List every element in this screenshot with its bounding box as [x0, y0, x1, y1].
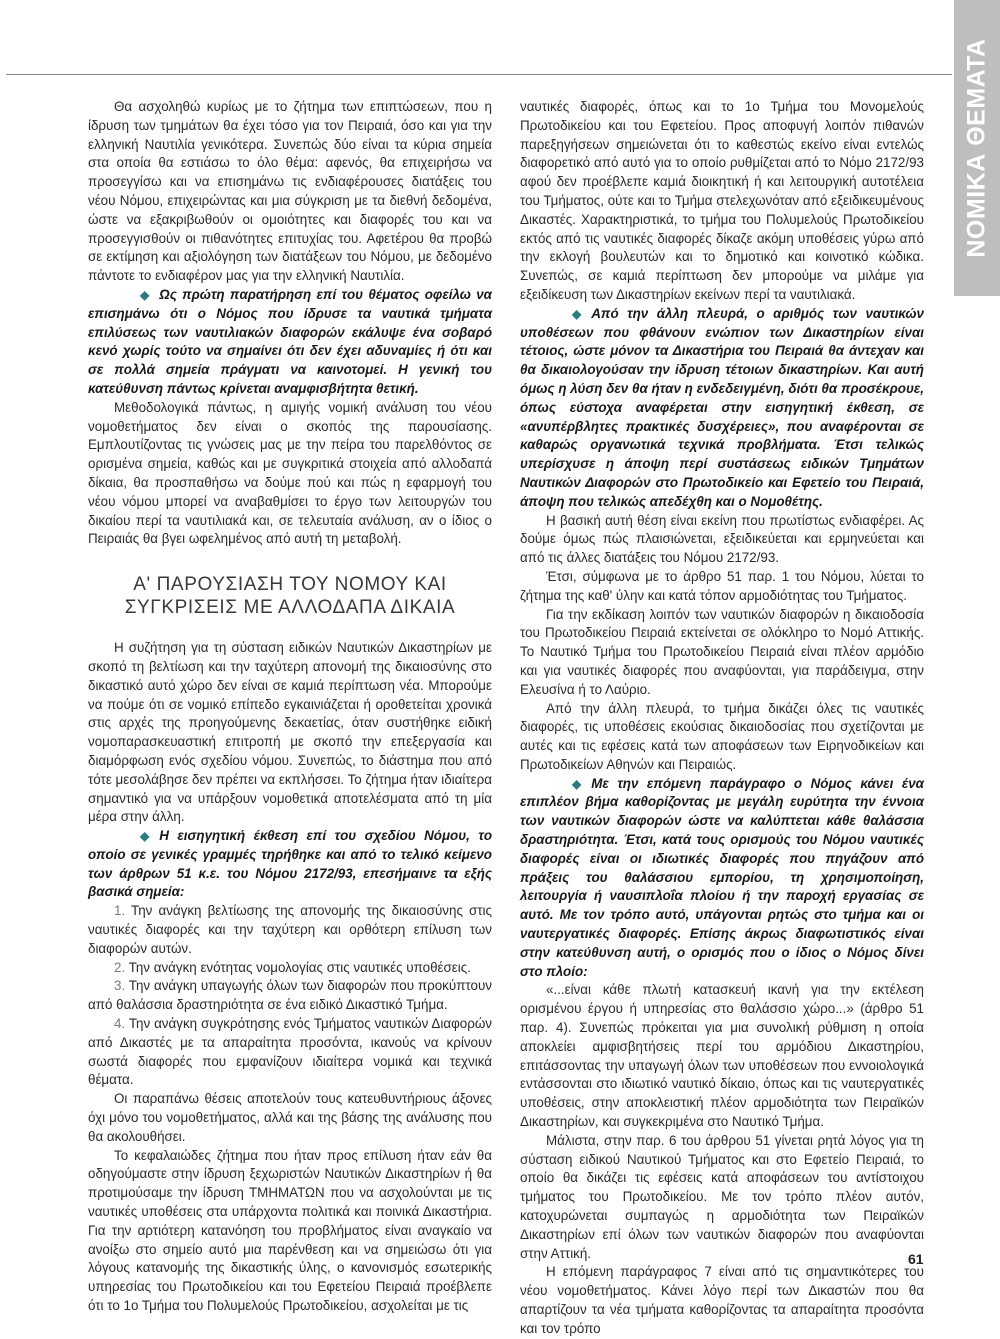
- header-rule: [6, 74, 952, 75]
- paragraph: Το κεφαλαιώδες ζήτημα που ήταν προς επίλυση ήταν εάν θα οδηγούμαστε στην ίδρυση ξεχωριστών Ναυτικών Δικαστηρίων ή θα προτιμούσαμε την ίδρυση ΤΜΗΜΑΤΩΝ που να ασχολούνται με τις ναυτικές υποθέσεις στα υπάρχοντα πολιτικά και ποινικά Δικαστήρια. Για την αρτιότερη κατανόηση του προβλήματος είναι αναγκαίο να ανοίξω στο σημείο αυτό μια παρένθεση και να σημειώσω ότι για λόγους κατανομής της δικαστικής ύλης, ο κανονισμός εσωτερικής υπηρεσίας του Πρωτοδικείου και του Εφετείου Πειραιά προέβλεπε ότι το 1ο Τμήμα του Πολυμελούς Πρωτοδικείου, ασχολείται με τις: [88, 1147, 492, 1314]
- list-item: [88, 959, 492, 978]
- list-number: 1.: [114, 903, 126, 919]
- highlight-paragraph: [520, 775, 924, 982]
- page-number: 61: [908, 1251, 924, 1267]
- paragraph: Μάλιστα, στην παρ. 6 του άρθρου 51 γίνεται ρητά λόγος για τη σύσταση ειδικού Ναυτικού Τμήματος και στο Εφετείο Πειραιά, το οποίο θα δικάζει τις εφέσεις κατά αποφάσεων του αντίστοιχου τμήματος του Πρωτοδικείου. Με τον τρόπο πλέον αυτόν, κατοχυρώνεται συμπαγώς η αρμοδιότητα των Πειραϊκών Δικαστηρίων επί όλων των ναυτικών διαφορών που αναφύονται στην Αττική.: [520, 1132, 924, 1261]
- highlight-text: Ως πρώτη παρατήρηση επί του θέματος οφείλω να επισημάνω ότι ο Νόμος που ίδρυσε τα ναυτικά τμήματα επιλύσεως των ναυτιλιακών διαφορών εκάλυψε ένα σοβαρό κενό χωρίς τούτο να σημαίνει ότι δεν έχει αδυναμίες ή ότι και σε πολλά σημεία πράγματι να καινοτομεί. Η γενική του κατεύθυνση πάντως κρίνεται αναμφισβήτητα θετική.: [88, 286, 492, 396]
- highlight-paragraph: [88, 286, 492, 399]
- list-text: Την ανάγκη συγκρότησης ενός Τμήματος ναυτικών Διαφορών από Δικαστές με τα απαραίτητα προσόντα, ικανούς να κρίνουν σωστά διαφορές που εμφανίζουν ιδιαίτερα νομικά και τεχνικά θέματα.: [88, 1016, 492, 1088]
- list-number: 3.: [114, 978, 126, 994]
- list-text: Την ανάγκη ενότητας νομολογίας στις ναυτικές υποθέσεις.: [128, 959, 471, 975]
- paragraph: Από την άλλη πλευρά, το τμήμα δικάζει όλες τις ναυτικές διαφορές, τις υποθέσεις εκούσιας δικαιοδοσίας που σχετίζονται με αυτές και τις εφέσεις κατά των αποφάσεων των Ειρηνοδικείων και Πρωτοδικείων Αθηνών και Πειραιώς.: [520, 700, 924, 772]
- diamond-bullet-icon: ◆: [140, 829, 150, 844]
- list-text: Την ανάγκη υπαγωγής όλων των διαφορών που προκύπτουν από θαλάσσια δραστηριότητα σε ένα ειδικό Δικαστικό Τμήμα.: [88, 978, 492, 1013]
- list-number: 4.: [114, 1016, 126, 1032]
- list-item: [88, 902, 492, 958]
- section-tab: [954, 0, 1000, 296]
- paragraph: Η επόμενη παράγραφος 7 είναι από τις σημαντικότερες του νέου νομοθετήματος. Κάνει λόγο περί των Δικαστών που θα απαρτίζουν τα νέα τμήματα καθορίζοντας τα απαραίτητα προσόντα και τον τρόπο: [520, 1264, 924, 1336]
- paragraph: Οι παραπάνω θέσεις αποτελούν τους κατευθυντήριους άξονες όχι μόνο του νομοθετήματος, αλλά και της βάσης της ανάλυσης που θα ακολουθήσει.: [88, 1091, 492, 1144]
- highlight-paragraph: [520, 305, 924, 512]
- list-number: 2.: [114, 959, 126, 975]
- highlight-paragraph: [88, 827, 492, 902]
- paragraph: Θα ασχοληθώ κυρίως με το ζήτημα των επιπτώσεων, που η ίδρυση των τμημάτων θα έχει τόσο για τον Πειραιά, όσο και για την ελληνική Ναυτιλία γενικότερα. Συνεπώς δύο είναι τα κύρια σημεία στα οποία θα εστιάσω το όλο θέμα: αφενός, θα επιχειρήσω να προσεγγίσω και να επισημάνω τις ενδιαφέρουσες διατάξεις του νέου Νόμου, επιχειρώντας και μια σύγκριση με τα διεθνή δεδομένα, ώστε να εξακριβωθούν οι ομοιότητες και διαφορές του και να προσεγγισθούν οι πιθανότητες επιτυχίας του. Αφετέρου θα προβώ σε εκτίμηση και αξιολόγηση των διατάξεων του Νόμου, με δεδομένο πάντοτε το ενδιαφέρον μας για την ελληνική Ναυτιλία.: [88, 99, 492, 284]
- section-title-line: ΣΥΓΚΡΙΣΕΙΣ ΜΕ ΑΛΛΟΔΑΠΑ ΔΙΚΑΙΑ: [124, 597, 456, 619]
- left-column: [88, 98, 492, 1316]
- list-item: [88, 1015, 492, 1090]
- right-column: [520, 98, 924, 1339]
- list-text: Την ανάγκη βελτίωσης της απονομής της δικαιοσύνης στις ναυτικές διαφορές και την ταχύτερη και ορθότερη επίλυση των διαφορών αυτών.: [88, 903, 492, 956]
- highlight-text: Από την άλλη πλευρά, ο αριθμός των ναυτικών υποθέσεων που φθάνουν ενώπιον των Δικαστηρίων είναι τέτοιος, ώστε μόνον τα Δικαστήρια του Πειραιά θα άντεχαν και θα δικαιολογούσαν την ίδρυση τέτοιων δικαστηρίων. Και αυτή όμως η λύση δεν θα ήταν η ενδεδειγμένη, διότι θα προσέκρουε, όπως εύστοχα αναφέρεται στην εισηγητική έκθεση, σε «ανυπέρβλητες πρακτικές δυσχέρειες», που αναφέρονται σε καθαρώς οργανωτικά τεχνικά προβλήματα. Έτσι τελικώς υπερίσχυσε η άποψη περί συστάσεως ειδικών Τμημάτων Ναυτικών Διαφορών στο Πρωτοδικείο και Εφετείο του Πειραιά, άποψη που τελικώς απεδέχθη και ο Νομοθέτης.: [520, 305, 924, 509]
- diamond-bullet-icon: ◆: [572, 776, 582, 791]
- highlight-text: Η εισηγητική έκθεση επί του σχεδίου Νόμου, το οποίο σε γενικές γραμμές τηρήθηκε και από το τελικό κείμενο των άρθρων 51 κ.ε. του Νόμου 2172/93, επεσήμαινε τα εξής βασικά σημεία:: [88, 828, 492, 900]
- diamond-bullet-icon: ◆: [572, 306, 582, 321]
- section-title-line: Α' ΠΑΡΟΥΣΙΑΣΗ ΤΟΥ ΝΟΜΟΥ ΚΑΙ: [133, 574, 447, 596]
- paragraph: Μεθοδολογικά πάντως, η αμιγής νομική ανάλυση του νέου νομοθετήματος δεν είναι ο σκοπός της παρουσίασης. Εμπλουτίζοντας τις γνώσεις μας με την πείρα του παρελθόντος σε ορισμένα σημεία, καθώς και με συγκριτικά στοιχεία από αλλοδαπά δίκαια, θα προσπαθήσω να δούμε πού και πώς η εφαρμογή του νέου νόμου μπορεί να αναβαθμίσει το έργο των λειτουργών του δικαίου περί τα ναυτιλιακά και, σε τελευταία ανάλυση, αν ο ίδιος ο Πειραιάς θα βγει ωφελημένος από αυτή τη μεταβολή.: [88, 399, 492, 547]
- paragraph: ναυτικές διαφορές, όπως και το 1ο Τμήμα του Μονομελούς Πρωτοδικείου και του Εφετείου. Προς αποφυγή λοιπόν πιθανών παρεξηγήσεων σημειώνεται ότι το καθεστώς εκείνο είναι εντελώς διαφορετικό από αυτό για το οποίο ρυθμίζεται από το Νόμο 2172/93 αφού δεν προέβλεπε καμιά διοικητική ή και λειτουργική αυτοτέλεια του Τμήματος, ούτε και το Τμήμα στελεχωνόταν από εξειδικευμένους Δικαστές. Χαρακτηριστικά, το τμήμα του Πολυμελούς Πρωτοδικείου εκτός από τις ναυτικές διαφορές δίκαζε ακόμη υποθέσεις γύρω από την εκλογή βουλευτών και το δημοτικό και κοινοτικό κώδικα. Συνεπώς, σε καμιά περίπτωση δεν μπορούμε να μιλάμε για εξειδίκευση των Δικαστηρίων εκείνων περί τα ναυτιλιακά.: [520, 99, 924, 302]
- paragraph: «...είναι κάθε πλωτή κατασκευή ικανή για την εκτέλεση ορισμένου έργου ή υπηρεσίας στο θαλάσσιο χώρο...» (άρθρο 51 παρ. 4). Συνεπώς πρόκειται για μια συνολική ρύθμιση η οποία αποκλείει αμφισβητήσεις περί του αρμόδιου Δικαστηρίου, επιτάσσοντας την υπαγωγή όλων των υποθέσεων που εννοιολογικά εντάσσονται στο ιδιωτικό ναυτικό δίκαιο, όπως και τις ναυτεργατικές υποθέσεις, στην αποκλειστική πλέον αρμοδιότητα των Πειραϊκών Δικαστηρίων, και συγκεκριμένα στο Ναυτικό Τμήμα.: [520, 982, 924, 1130]
- paragraph: Η συζήτηση για τη σύσταση ειδικών Ναυτικών Δικαστηρίων με σκοπό τη βελτίωση και την ταχύτερη απονομή της δικαιοσύνης στο δικαστικό αυτό χώρο δεν είναι σε καμιά περίπτωση νέα. Μπορούμε να πούμε ότι σε νομικό επίπεδο εγκαινιάζεται ή οροθετείται χρονικά στις αρχές της προηγούμενης δεκαετίας, όταν συστήθηκε ειδική νομοπαρασκευαστική επιτροπή με σκοπό την επεξεργασία και διαμόρφωση ενός σχεδίου νόμου. Συνεπώς, το διάστημα που από τότε μεσολάβησε δεν πρέπει να εκπλήσσει. Το ζήτημα ήταν ιδιαίτερα σημαντικό για να υπάρξουν νομοθετικά αποτελέσματα από τη μία μέρα στην άλλη.: [88, 640, 492, 825]
- paragraph: Έτσι, σύμφωνα με το άρθρο 51 παρ. 1 του Νόμου, λύεται το ζήτημα της καθ' ύλην και κατά τόπον αρμοδιότητας του Τμήματος.: [520, 568, 924, 603]
- section-tab-label: ΝΟΜΙΚΑ ΘΕΜΑΤΑ: [962, 38, 991, 258]
- section-title: [88, 573, 492, 619]
- paragraph: Για την εκδίκαση λοιπόν των ναυτικών διαφορών η δικαιοδοσία του Πρωτοδικείου Πειραιά εκτείνεται σε ολόκληρο το Νομό Αττικής. Το Ναυτικό Τμήμα του Πρωτοδικείου Πειραιά είναι πλέον αρμόδιο και για ναυτικές διαφορές που αναφύονται, για παράδειγμα, στην Ελευσίνα ή το Λαύριο.: [520, 606, 924, 697]
- diamond-bullet-icon: ◆: [140, 287, 150, 302]
- list-item: [88, 977, 492, 1015]
- paragraph: Η βασική αυτή θέση είναι εκείνη που πρωτίστως ενδιαφέρει. Ας δούμε όμως πώς πλαισιώνεται, εξειδικεύεται και ερμηνεύεται και από τις άλλες διατάξεις του Νόμου 2172/93.: [520, 512, 924, 566]
- highlight-text: Με την επόμενη παράγραφο ο Νόμος κάνει ένα επιπλέον βήμα καθορίζοντας με μεγάλη ευρύτητα την έννοια των ναυτικών διαφορών ώστε να καλύπτεται κάθε θαλάσσια δραστηριότητα. Έτσι, κατά τους ορισμούς του Νόμου ναυτικές διαφορές είναι οι ιδιωτικές διαφορές που πηγάζουν από πράξεις του θαλάσσιου εμπορίου, τη χρησιμοποίηση, λειτουργία ή ναυσιπλοΐα πλοίου ή την παροχή εργασίας σε αυτό. Με τον τρόπο αυτό, υπάγονται ρητώς στο τμήμα και οι ναυτεργατικές διαφορές. Επίσης άκρως διαφωτιστικός είναι στην κατεύθυνση αυτή, ο ορισμός που ο ίδιος ο Νόμος δίνει στο πλοίο:: [520, 775, 924, 979]
